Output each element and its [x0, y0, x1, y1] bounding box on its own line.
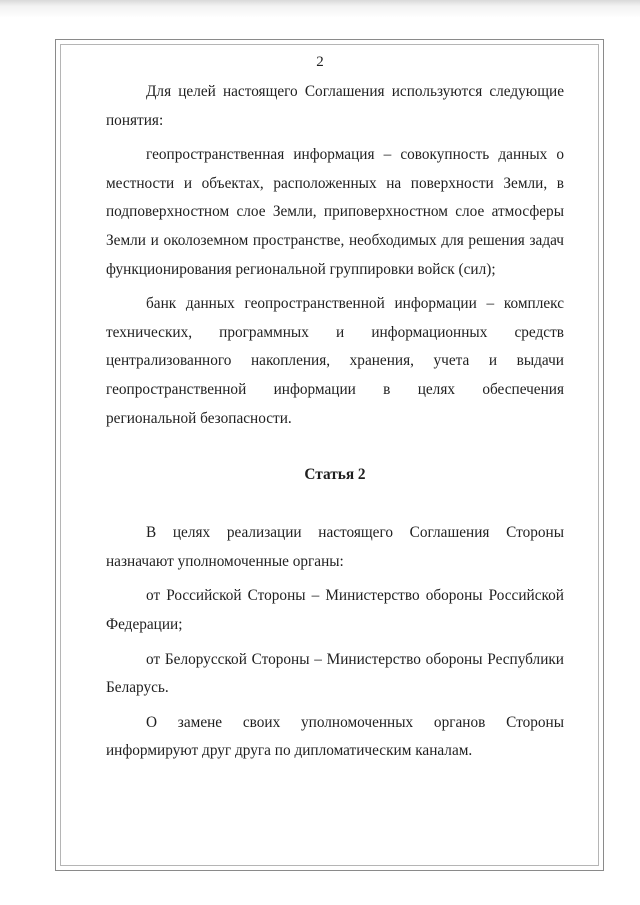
scan-shadow [0, 0, 640, 18]
article2-paragraph-russia: от Российской Стороны – Министерство обороны Российской Федерации; [106, 587, 564, 633]
article-heading: Статья 2 [304, 466, 366, 484]
article2-paragraph-replacement: О замене своих уполномоченных органов Стороны информируют друг друга по дипломатическим каналам. [106, 713, 564, 760]
definitions-intro: Для целей настоящего Соглашения используются следующие понятия: [106, 83, 564, 129]
page-number: 2 [316, 54, 324, 70]
article2-paragraph-1: В целях реализации настоящего Соглашения Стороны назначают уполномоченные органы: [106, 524, 564, 570]
definition-data-bank: банк данных геопространственной информации – комплекс технических, программных и информационных средств централизованного накопления, хранения, учета и выдачи геопространственной информации в целях обеспечения региональной безопасности. [106, 295, 564, 427]
article2-paragraph-belarus: от Белорусской Стороны – Министерство обороны Республики Беларусь. [106, 650, 564, 697]
document-body [106, 78, 564, 766]
definition-geospatial-information: геопространственная информация – совокупность данных о местности и объектах, расположенных на поверхности Земли, в подповерхностном слое Земли, приповерхностном слое атмосферы Земли и околоземном пространстве, необходимых для решения задач функционирования региональной группировки войск (сил); [106, 146, 564, 278]
